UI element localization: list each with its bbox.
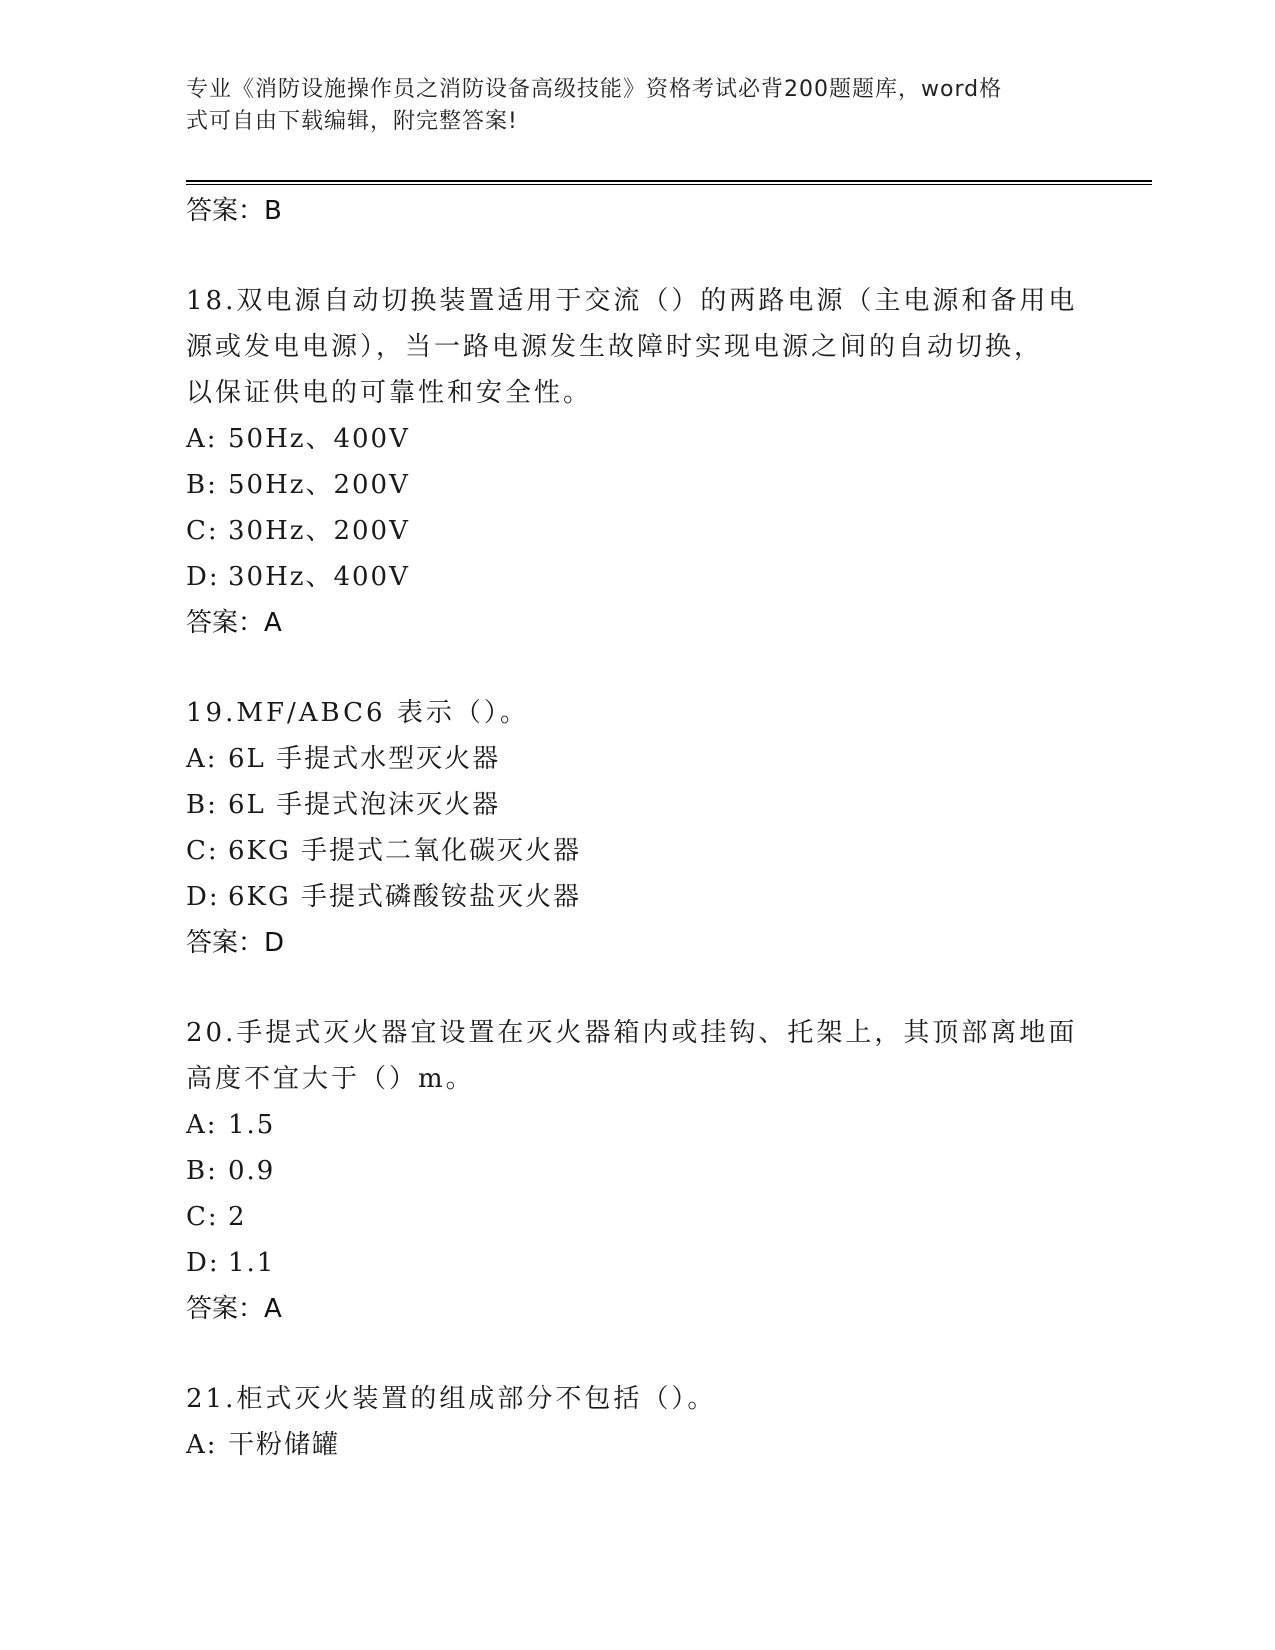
header-line-2: 式可自由下载编辑，附完整答案! xyxy=(186,109,518,134)
option-text: 6KG 手提式二氧化碳灭火器 xyxy=(228,836,582,866)
header-divider-thin xyxy=(186,184,1152,185)
option-label: B: xyxy=(186,790,218,820)
option-d xyxy=(186,1240,1086,1286)
option-text: 30Hz、200V xyxy=(228,516,410,546)
option-label: D: xyxy=(186,882,220,912)
option-d xyxy=(186,874,1086,920)
question-20 xyxy=(186,1010,1086,1332)
option-label: A: xyxy=(186,424,218,454)
question-18 xyxy=(186,278,1086,646)
option-label: A: xyxy=(186,1430,218,1460)
question-19 xyxy=(186,690,1086,966)
header-divider xyxy=(186,180,1152,182)
question-list xyxy=(186,188,1086,1468)
option-text: 6L 手提式泡沫灭火器 xyxy=(228,790,501,820)
option-text: 1.1 xyxy=(228,1248,276,1278)
option-b xyxy=(186,462,1086,508)
option-label: D: xyxy=(186,562,220,592)
option-a xyxy=(186,736,1086,782)
option-label: A: xyxy=(186,1110,218,1140)
option-label: B: xyxy=(186,470,218,500)
answer-20: 答案：A xyxy=(186,1294,282,1324)
option-c xyxy=(186,1194,1086,1240)
answer-17: 答案：B xyxy=(186,196,282,226)
option-b xyxy=(186,1148,1086,1194)
option-text: 1.5 xyxy=(228,1110,276,1140)
option-a xyxy=(186,1102,1086,1148)
option-text: 50Hz、400V xyxy=(228,424,410,454)
option-label: C: xyxy=(186,516,219,546)
document-header xyxy=(186,74,1066,138)
option-d xyxy=(186,554,1086,600)
option-text: 6KG 手提式磷酸铵盐灭火器 xyxy=(228,882,582,912)
option-a xyxy=(186,1422,1086,1468)
option-text: 0.9 xyxy=(228,1156,276,1186)
option-label: D: xyxy=(186,1248,220,1278)
question-stem: 源或发电电源），当一路电源发生故障时实现电源之间的自动切换， xyxy=(186,332,1044,362)
question-stem: 20.手提式灭火器宜设置在灭火器箱内或挂钩、托架上，其顶部离地面 xyxy=(186,1018,1078,1048)
question-stem: 19.MF/ABC6 表示（）。 xyxy=(186,698,529,728)
option-text: 30Hz、400V xyxy=(228,562,410,592)
option-c xyxy=(186,508,1086,554)
option-text: 2 xyxy=(228,1202,247,1232)
question-stem: 高度不宜大于（）m。 xyxy=(186,1064,475,1094)
option-label: C: xyxy=(186,836,219,866)
answer-18: 答案：A xyxy=(186,608,282,638)
option-a xyxy=(186,416,1086,462)
question-stem: 21.柜式灭火装置的组成部分不包括（）。 xyxy=(186,1384,717,1414)
question-21 xyxy=(186,1376,1086,1468)
question-stem: 18.双电源自动切换装置适用于交流（）的两路电源（主电源和备用电 xyxy=(186,286,1078,316)
option-c xyxy=(186,828,1086,874)
option-text: 干粉储罐 xyxy=(228,1430,341,1460)
question-stem: 以保证供电的可靠性和安全性。 xyxy=(186,378,593,408)
option-label: B: xyxy=(186,1156,218,1186)
option-label: C: xyxy=(186,1202,219,1232)
option-b xyxy=(186,782,1086,828)
option-text: 6L 手提式水型灭火器 xyxy=(228,744,501,774)
answer-19: 答案：D xyxy=(186,928,285,958)
option-text: 50Hz、200V xyxy=(228,470,410,500)
option-label: A: xyxy=(186,744,218,774)
header-line-1: 专业《消防设施操作员之消防设备高级技能》资格考试必背200题题库，word格 xyxy=(186,77,1003,102)
